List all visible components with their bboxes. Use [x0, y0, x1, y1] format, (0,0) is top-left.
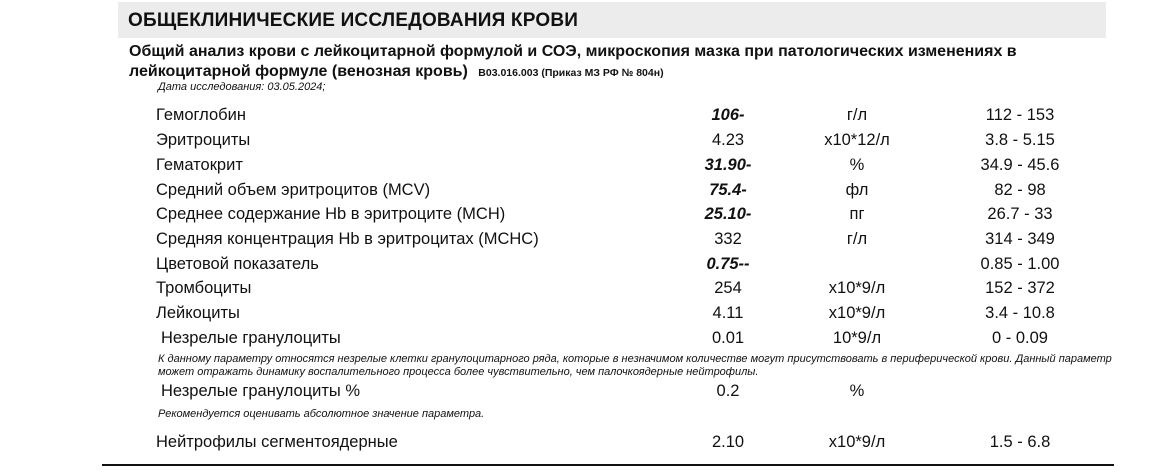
parameter-unit: x10*9/л [828, 279, 886, 297]
parameter-value: 0.75-- [706, 255, 750, 273]
parameter-name: Нейтрофилы сегментоядерные [156, 433, 398, 451]
parameter-unit: пг [849, 205, 865, 223]
reference-range: 0 - 0.09 [992, 329, 1048, 347]
reference-range: 314 - 349 [985, 230, 1055, 248]
result-row-leukocytes [0, 304, 1170, 326]
parameter-unit: % [849, 156, 865, 174]
parameter-unit: 10*9/л [832, 329, 882, 347]
parameter-unit: x10*12/л [824, 131, 890, 149]
parameter-unit: г/л [846, 106, 868, 124]
bottom-divider [102, 464, 1114, 466]
parameter-name: Гемоглобин [156, 106, 246, 124]
parameter-name: Эритроциты [156, 131, 251, 149]
section-header [118, 2, 1106, 38]
reference-range: 82 - 98 [994, 181, 1046, 199]
result-row-mchc [0, 230, 1170, 252]
parameter-value: 25.10- [704, 205, 752, 223]
parameter-unit: фл [845, 181, 869, 199]
parameter-name: Незрелые гранулоциты [161, 329, 341, 347]
result-row-immature-granulocytes [0, 329, 1170, 351]
parameter-name: Тромбоциты [156, 279, 252, 297]
parameter-name: Лейкоциты [156, 304, 240, 322]
reference-range: 26.7 - 33 [987, 205, 1053, 223]
reference-range: 112 - 153 [985, 106, 1055, 124]
test-code: B03.016.003 (Приказ МЗ РФ № 804н) [478, 67, 664, 79]
reference-range: 152 - 372 [985, 279, 1055, 297]
parameter-unit: x10*9/л [828, 304, 886, 322]
parameter-unit: x10*9/л [828, 433, 886, 451]
parameter-name: Незрелые гранулоциты % [161, 382, 361, 400]
parameter-unit: г/л [846, 230, 868, 248]
parameter-value: 106- [711, 106, 745, 124]
test-title-text: Общий анализ крови с лейкоцитарной формулой и СОЭ, микроскопия мазка при патологических изменениях в лейкоцитарной формуле (венозная кровь) [129, 43, 1017, 80]
parameter-name: Средняя концентрация Hb в эритроцитах (MCHC) [156, 230, 539, 248]
parameter-value: 2.10 [711, 433, 745, 451]
parameter-name: Гематокрит [156, 156, 243, 174]
parameter-value: 332 [714, 230, 742, 248]
parameter-name: Средний объем эритроцитов (MCV) [156, 181, 431, 199]
result-row-platelets [0, 279, 1170, 301]
reference-range: 3.4 - 10.8 [985, 304, 1055, 322]
reference-range: 34.9 - 45.6 [980, 156, 1060, 174]
result-row-segmented-neutrophils [0, 433, 1170, 455]
parameter-value: 4.11 [712, 304, 744, 322]
parameter-value: 0.2 [716, 382, 740, 400]
note-immature-granulocytes-percent: Рекомендуется оценивать абсолютное значение параметра. [158, 408, 485, 420]
reference-range: 0.85 - 1.00 [980, 255, 1060, 273]
parameter-name: Цветовой показатель [156, 255, 319, 273]
result-row-color-index [0, 255, 1170, 277]
test-title [129, 42, 1119, 83]
parameter-value: 75.4- [709, 181, 747, 199]
result-row-erythrocytes [0, 131, 1170, 153]
parameter-name: Среднее содержание Hb в эритроците (MCH) [156, 205, 506, 223]
parameter-unit: % [849, 382, 865, 400]
section-title: ОБЩЕКЛИНИЧЕСКИЕ ИССЛЕДОВАНИЯ КРОВИ [128, 10, 579, 31]
result-row-immature-granulocytes-percent [0, 382, 1170, 404]
parameter-value: 254 [714, 279, 742, 297]
result-row-mcv [0, 181, 1170, 203]
parameter-value: 31.90- [704, 156, 752, 174]
parameter-value: 0.01 [711, 329, 745, 347]
result-row-hemoglobin [0, 106, 1170, 128]
result-row-mch [0, 205, 1170, 227]
test-date: Дата исследования: 03.05.2024; [158, 81, 326, 93]
result-row-hematocrit [0, 156, 1170, 178]
reference-range: 3.8 - 5.15 [985, 131, 1055, 149]
note-immature-granulocytes: К данному параметру относятся незрелые клетки гранулоцитарного ряда, которые в незначимом количестве могут присутствовать в периферической крови. Данный параметр может отражать динамику воспалительного процесса более чувствительно, чем палочкоядерные нейтрофилы. [158, 353, 1112, 378]
reference-range: 1.5 - 6.8 [989, 433, 1051, 451]
parameter-value: 4.23 [711, 131, 745, 149]
